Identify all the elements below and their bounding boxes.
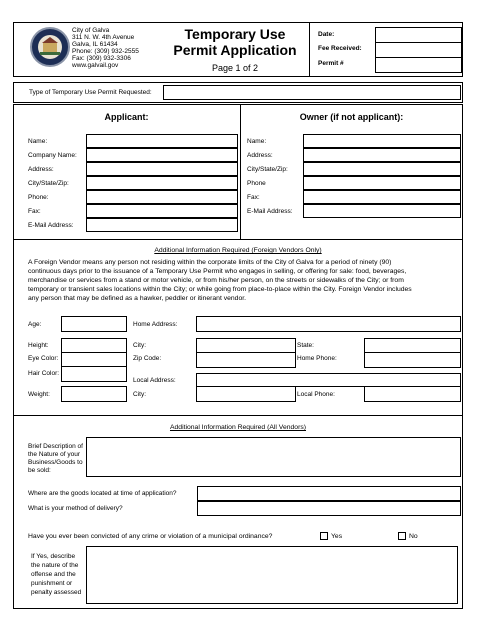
foreign-vendor-paragraph: A Foreign Vendor means any person not residing within the corporate limits of the City of Galva for a period of ninety (90)	[28, 259, 392, 266]
no-label: No	[409, 533, 418, 540]
permit-type-label: Type of Temporary Use Permit Requested:	[29, 89, 152, 96]
brief-description-label: be sold:	[28, 467, 51, 474]
city-line: www.galvail.gov	[72, 62, 119, 69]
no-checkbox[interactable]	[398, 532, 406, 540]
foreign-vendor-paragraph: any person that may be defined as a hawker, peddler or itinerant vendor.	[28, 295, 247, 302]
applicant-fax-field[interactable]	[86, 204, 238, 218]
weight-field[interactable]	[61, 386, 127, 402]
fee-received-field[interactable]	[375, 42, 462, 58]
applicant-city-label: City/State/Zip:	[28, 180, 69, 187]
brief-description-label: Brief Description of	[28, 443, 83, 450]
brief-description-label: Business/Goods to	[28, 459, 83, 466]
applicant-name-label: Name:	[28, 138, 48, 145]
delivery-method-label: What is your method of delivery?	[28, 505, 123, 512]
yes-checkbox[interactable]	[320, 532, 328, 540]
permit-number-label: Permit #	[318, 60, 344, 67]
owner-address-field[interactable]	[303, 148, 461, 162]
city-line: 311 N. W. 4th Avenue	[72, 34, 135, 41]
applicant-email-field[interactable]	[86, 218, 238, 232]
city-seal	[30, 27, 70, 67]
city-line: Phone: (309) 932-2555	[72, 48, 139, 55]
owner-name-field[interactable]	[303, 134, 461, 148]
home-phone-field[interactable]	[364, 352, 461, 368]
owner-email-label: E-Mail Address:	[247, 208, 293, 215]
foreign-vendor-paragraph: temporary or transient sales locations within the City; or while going from place-to-place within the City. Foreign Vendor includes	[28, 286, 412, 293]
applicant-company-label: Company Name:	[28, 152, 77, 159]
city-line: Fax: (309) 932-3306	[72, 55, 131, 62]
foreign-vendor-paragraph: continuous days prior to the issuance of a Temporary Use Permit who engages in selling, or offering for sale: food, beverages,	[28, 268, 407, 275]
weight-label: Weight:	[28, 391, 50, 398]
form-title-1: Temporary Use	[184, 26, 286, 42]
brief-description-field[interactable]	[86, 437, 461, 477]
date-label: Date:	[318, 31, 335, 38]
city-line: City of Galva	[72, 27, 110, 34]
owner-heading: Owner (if not applicant):	[299, 112, 404, 122]
local-city-field[interactable]	[196, 386, 296, 402]
if-yes-label: punishment or	[31, 580, 73, 587]
owner-city-label: City/State/Zip:	[247, 166, 288, 173]
owner-address-label: Address:	[247, 152, 273, 159]
applicant-company-field[interactable]	[86, 148, 238, 162]
if-yes-label: penalty assessed	[31, 589, 82, 596]
owner-phone-field[interactable]	[303, 176, 461, 190]
yes-label: Yes	[331, 533, 343, 540]
if-yes-label: offense and the	[31, 571, 76, 578]
home-phone-label: Home Phone:	[297, 355, 337, 362]
applicant-name-field[interactable]	[86, 134, 238, 148]
zip-code-field[interactable]	[196, 352, 296, 368]
applicant-phone-label: Phone:	[28, 194, 49, 201]
local-city-label: City:	[133, 391, 146, 398]
owner-name-label: Name:	[247, 138, 267, 145]
if-yes-label: the nature of the	[31, 562, 79, 569]
local-address-field[interactable]	[196, 373, 461, 387]
city-line: Galva, IL 61434	[72, 41, 118, 48]
foreign-vendor-paragraph: merchandise or services from a stand or motor vehicle, or from his/her person, on the streets or sidewalks of the City; or from	[28, 277, 404, 284]
section-divider	[13, 415, 463, 416]
all-vendors-heading: Additional Information Required (All Vendors)	[169, 424, 306, 431]
offense-description-field[interactable]	[86, 546, 458, 604]
city-label: City:	[133, 342, 146, 349]
delivery-method-field[interactable]	[197, 501, 461, 516]
permit-type-field[interactable]	[163, 85, 461, 100]
home-address-label: Home Address:	[133, 321, 178, 328]
goods-location-label: Where are the goods located at time of application?	[28, 490, 177, 497]
applicant-owner-divider	[240, 104, 241, 239]
applicant-fax-label: Fax:	[28, 208, 41, 215]
owner-fax-label: Fax:	[247, 194, 260, 201]
owner-fax-field[interactable]	[303, 190, 461, 204]
age-field[interactable]	[61, 316, 127, 332]
eye-color-label: Eye Color:	[28, 355, 59, 362]
applicant-phone-field[interactable]	[86, 190, 238, 204]
section-divider	[13, 239, 463, 240]
owner-email-field[interactable]	[303, 204, 461, 218]
local-phone-label: Local Phone:	[297, 391, 335, 398]
convicted-question: Have you ever been convicted of any crime or violation of a municipal ordinance?	[28, 533, 273, 540]
form-title-2: Permit Application	[173, 42, 297, 58]
height-label: Height:	[28, 342, 49, 349]
state-label: State:	[297, 342, 314, 349]
hair-color-field[interactable]	[61, 366, 127, 382]
local-address-label: Local Address:	[133, 377, 176, 384]
applicant-heading: Applicant:	[104, 112, 149, 122]
goods-location-field[interactable]	[197, 486, 461, 501]
brief-description-label: the Nature of your	[28, 451, 81, 458]
date-field[interactable]	[375, 27, 462, 43]
if-yes-label: If Yes, describe	[31, 553, 76, 560]
applicant-email-label: E-Mail Address:	[28, 222, 74, 229]
home-address-field[interactable]	[196, 316, 461, 332]
zip-code-label: Zip Code:	[133, 355, 162, 362]
page-number: Page 1 of 2	[211, 63, 259, 73]
local-phone-field[interactable]	[364, 386, 461, 402]
owner-city-field[interactable]	[303, 162, 461, 176]
hair-color-label: Hair Color:	[28, 370, 60, 377]
applicant-city-field[interactable]	[86, 176, 238, 190]
owner-phone-label: Phone	[247, 180, 266, 187]
permit-number-field[interactable]	[375, 57, 462, 73]
applicant-address-label: Address:	[28, 166, 54, 173]
applicant-address-field[interactable]	[86, 162, 238, 176]
foreign-vendors-heading: Additional Information Required (Foreign Vendors Only)	[154, 247, 322, 254]
age-label: Age:	[28, 321, 42, 328]
fee-received-label: Fee Received:	[318, 45, 362, 52]
